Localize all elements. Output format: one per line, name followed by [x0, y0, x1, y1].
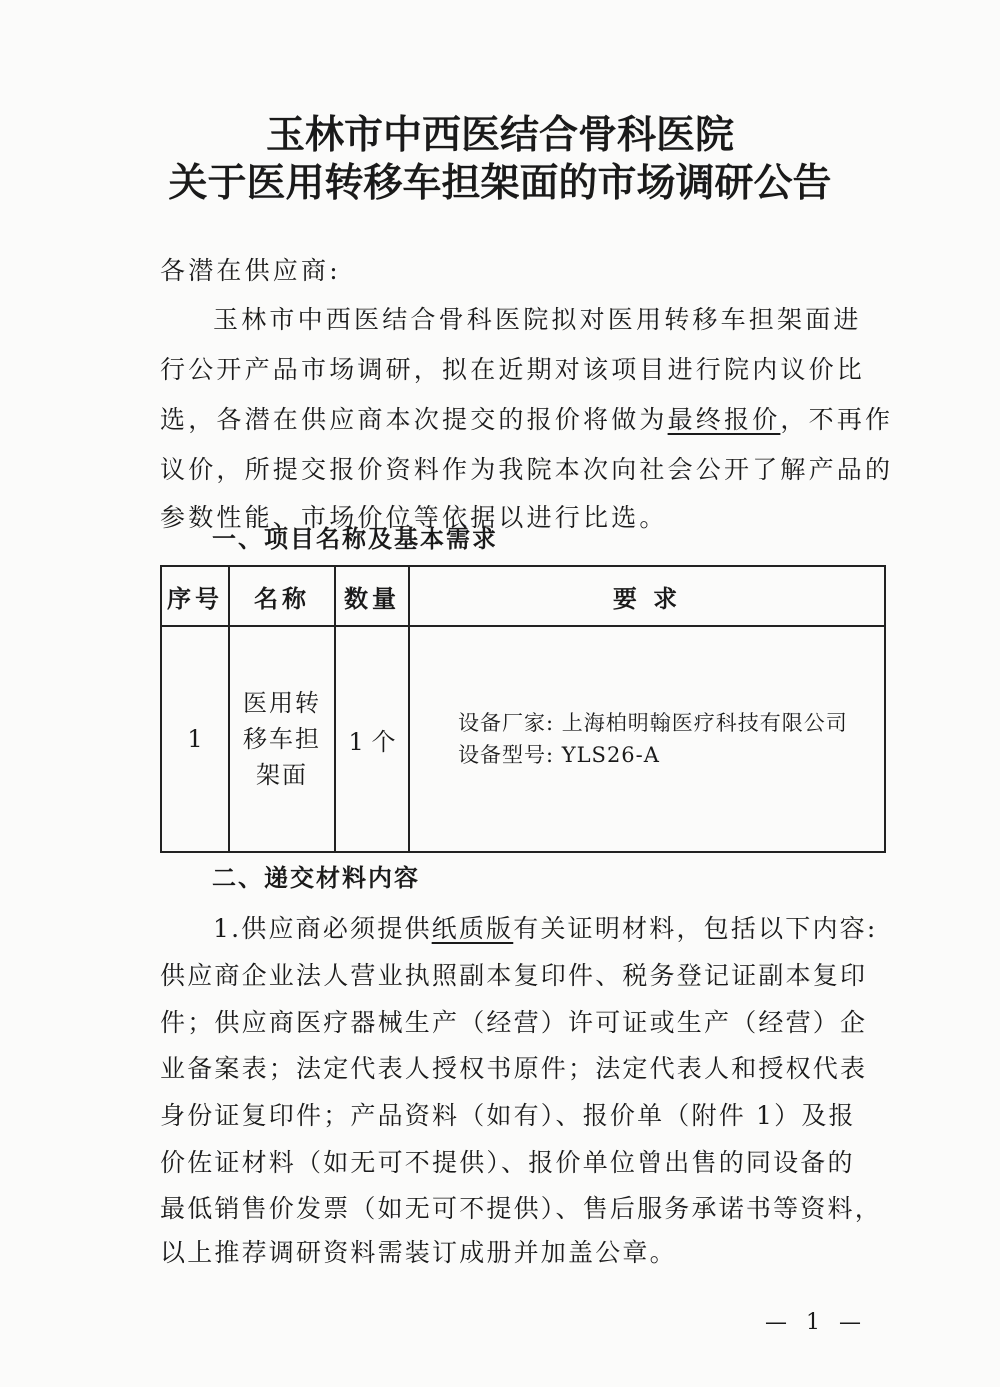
cell-requirements [409, 626, 885, 852]
document-title-line2: 关于医用转移车担架面的市场调研公告 [168, 160, 832, 206]
materials-line-8: 以上推荐调研资料需装订成册并加盖公章。 [160, 1238, 677, 1267]
intro-line-3-part-a: 选，各潜在供应商本次提交的报价将做为 [160, 405, 668, 434]
table-header-row [161, 566, 885, 626]
cell-name-line1: 医用转 [243, 689, 321, 717]
materials-line-6: 价佐证材料（如无可不提供）、报价单位曾出售的同设备的 [160, 1148, 855, 1177]
cell-no: 1 [161, 626, 229, 852]
materials-line-5: 身份证复印件；产品资料（如有）、报价单（附件 1）及报 [160, 1101, 856, 1130]
header-no: 序号 [161, 566, 229, 626]
model-line: 设备型号: YLS26-A [458, 743, 660, 767]
materials-line-2: 供应商企业法人营业执照副本复印件、税务登记证副本复印 [160, 961, 868, 990]
header-requirements: 要 求 [409, 566, 885, 626]
materials-line-3: 件；供应商医疗器械生产（经营）许可证或生产（经营）企 [160, 1008, 868, 1037]
intro-line-5: 参数性能、市场价位等依据以进行比选。 [160, 503, 668, 532]
cell-name-line2: 移车担 [243, 725, 321, 753]
page-number: — 1 — [765, 1310, 867, 1335]
section2-heading: 二、递交材料内容 [212, 864, 420, 892]
table-row [161, 626, 885, 852]
intro-line-1: 玉林市中西医结合骨科医院拟对医用转移车担架面进 [213, 305, 862, 334]
materials-line-1-part-b: 有关证明材料，包括以下内容: [513, 914, 878, 943]
requirements-table [160, 565, 886, 853]
paper-version-emphasis: 纸质版 [431, 914, 514, 943]
section1-heading: 一、项目名称及基本需求 [212, 525, 498, 553]
salutation: 各潜在供应商: [160, 256, 341, 285]
intro-line-3-part-b: ，不再作 [780, 405, 894, 434]
header-qty: 数量 [335, 566, 409, 626]
materials-line-4: 业备案表；法定代表人授权书原件；法定代表人和授权代表 [160, 1054, 868, 1083]
intro-line-2: 行公开产品市场调研，拟在近期对该项目进行院内议价比 [160, 355, 866, 384]
manufacturer-line: 设备厂家: 上海柏明翰医疗科技有限公司 [458, 711, 848, 735]
intro-line-4: 议价，所提交报价资料作为我院本次向社会公开了解产品的 [160, 455, 894, 484]
materials-line-1-part-a: 1.供应商必须提供 [213, 914, 432, 943]
intro-line-3 [160, 405, 894, 435]
final-quote-emphasis: 最终报价 [667, 405, 781, 434]
document-title-line1: 玉林市中西医结合骨科医院 [265, 112, 734, 158]
cell-qty: 1 个 [335, 626, 409, 852]
cell-name [229, 626, 335, 852]
materials-line-7: 最低销售价发票（如无可不提供）、售后服务承诺书等资料， [160, 1194, 882, 1223]
materials-line-1 [213, 914, 913, 944]
cell-name-line3: 架面 [256, 761, 308, 789]
header-name: 名称 [229, 566, 335, 626]
